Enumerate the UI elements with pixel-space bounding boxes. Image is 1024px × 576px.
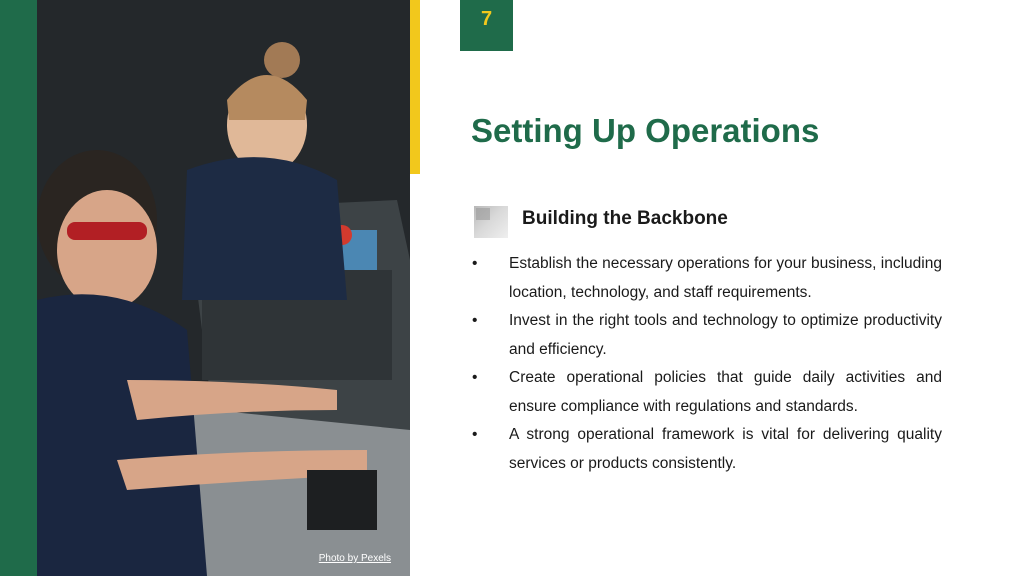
photo-credit-link[interactable]: Photo by Pexels [318,553,391,564]
section-heading: Building the Backbone [522,208,728,229]
list-item [470,421,942,478]
bullet-dot-icon: • [472,312,478,329]
bullet-text: A strong operational framework is vital for delivering quality services or products consistently. [509,426,942,472]
bullet-dot-icon: • [472,426,478,443]
bullet-list [470,250,942,478]
left-green-band [0,0,37,576]
list-item [470,307,942,364]
photo-illustration [37,0,410,576]
list-item [470,250,942,307]
bullet-text: Invest in the right tools and technology to optimize productivity and efficiency. [509,312,942,358]
yellow-accent-bar [410,0,420,174]
list-item [470,364,942,421]
bullet-text: Establish the necessary operations for your business, including location, technology, and staff requirements. [509,255,942,301]
bullet-dot-icon: • [472,369,478,386]
photo-students-building-robot [37,0,410,576]
image-placeholder-icon [474,206,508,238]
slide-title: Setting Up Operations [471,112,820,149]
slide-number-badge: 7 [460,0,513,51]
bullet-dot-icon: • [472,255,478,272]
bullet-text: Create operational policies that guide daily activities and ensure compliance with regulations and standards. [509,369,942,415]
